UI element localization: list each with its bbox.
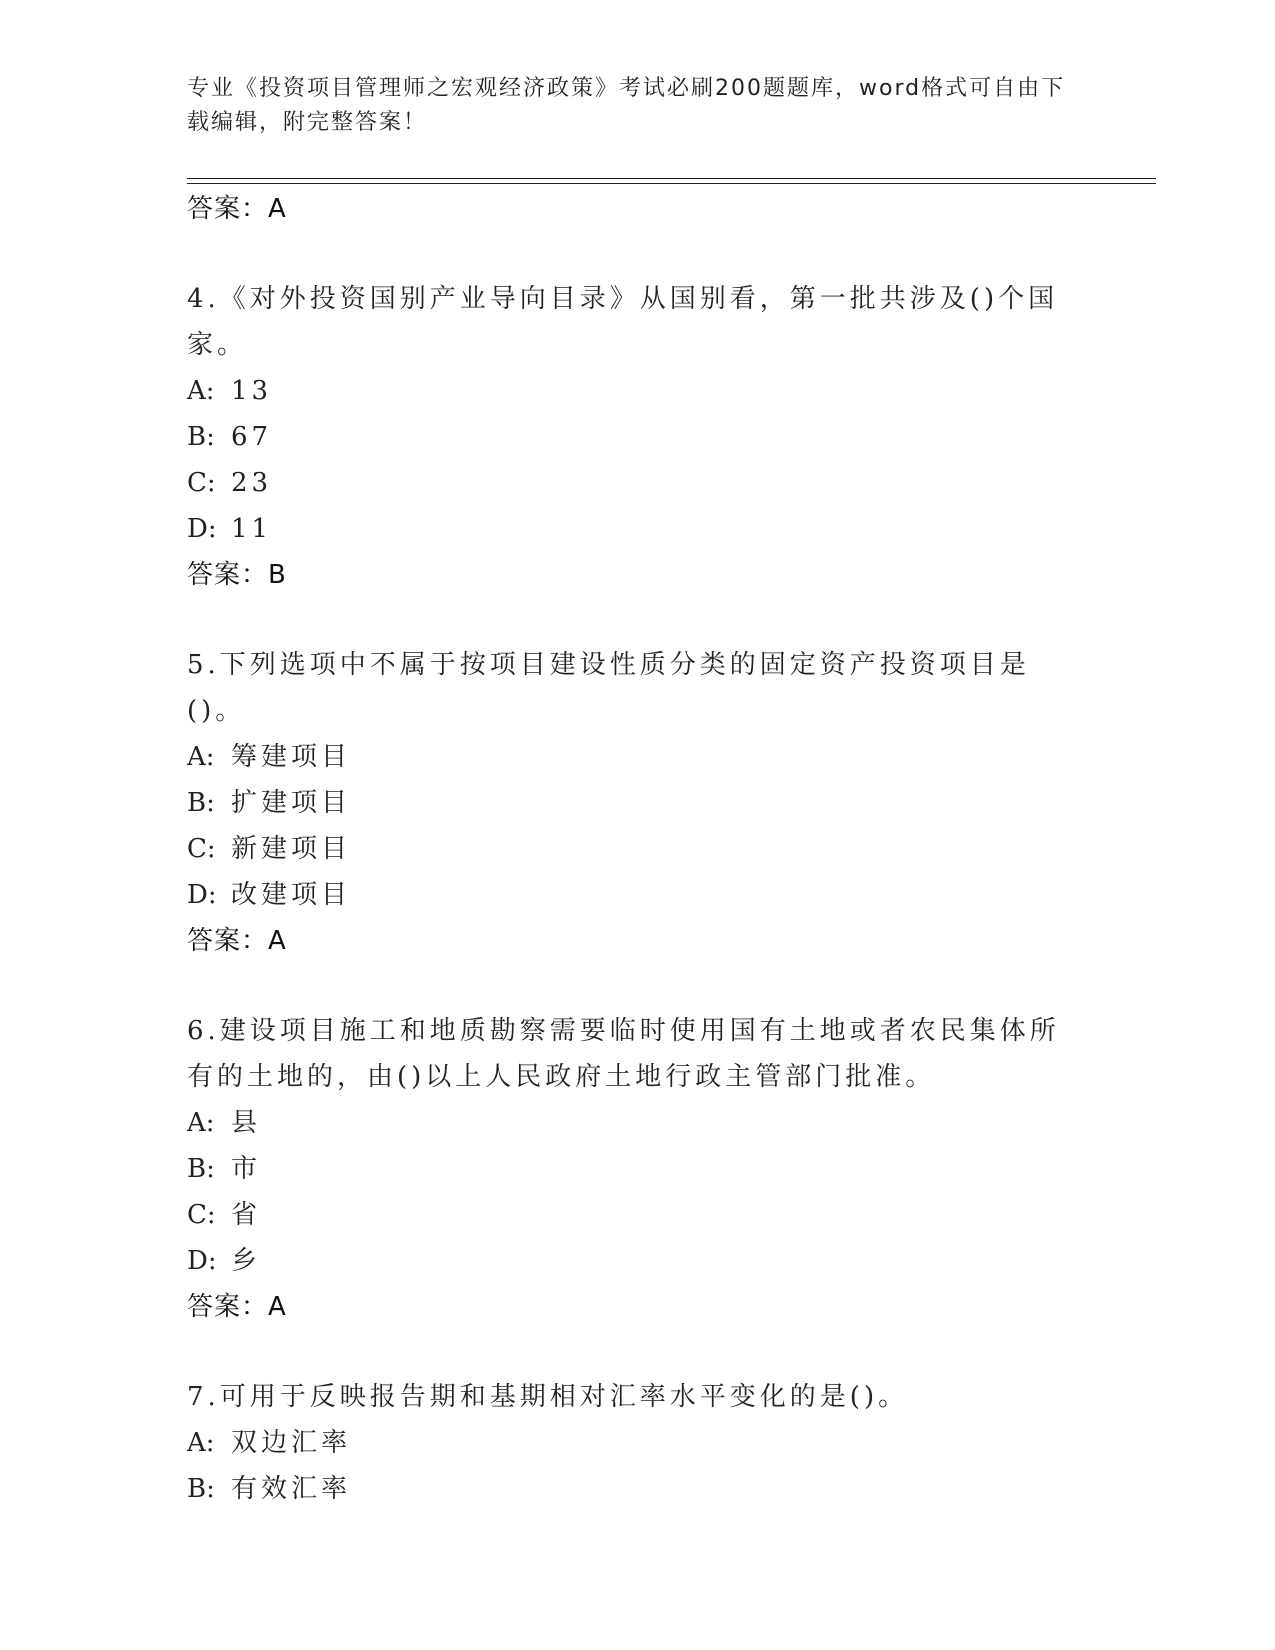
question-block <box>187 276 1087 598</box>
question-block <box>187 642 1087 964</box>
option-key: D: <box>187 1246 217 1276</box>
header-divider-bottom <box>187 183 1156 184</box>
option-row <box>187 506 1087 552</box>
option-value: 省 <box>231 1200 262 1230</box>
question-text: 7.可用于反映报告期和基期相对汇率水平变化的是()。 <box>187 1382 909 1412</box>
option-key: A: <box>187 376 215 406</box>
option-value: 13 <box>231 376 273 406</box>
question-block <box>187 1374 1087 1512</box>
question-block <box>187 1008 1087 1330</box>
option-row <box>187 1420 1087 1466</box>
question-text: 4.《对外投资国别产业导向目录》从国别看，第一批共涉及()个国家。 <box>187 284 1059 360</box>
option-key: B: <box>187 788 215 818</box>
option-value: 筹建项目 <box>231 742 352 772</box>
question-text: 5.下列选项中不属于按项目建设性质分类的固定资产投资项目是()。 <box>187 650 1030 726</box>
option-row <box>187 826 1087 872</box>
option-row <box>187 1192 1087 1238</box>
answer-line: 答案：A <box>187 194 287 224</box>
option-row <box>187 872 1087 918</box>
option-value: 11 <box>231 514 273 544</box>
option-row <box>187 460 1087 506</box>
option-row <box>187 414 1087 460</box>
option-value: 扩建项目 <box>231 788 352 818</box>
question-text: 6.建设项目施工和地质勘察需要临时使用国有土地或者农民集体所有的土地的，由()以上人民政府土地行政主管部门批准。 <box>187 1016 1060 1092</box>
option-key: A: <box>187 1428 215 1458</box>
option-value: 新建项目 <box>231 834 352 864</box>
option-value: 县 <box>231 1108 262 1138</box>
option-key: C: <box>187 468 216 498</box>
answer-line: 答案：B <box>187 560 287 590</box>
answer-line: 答案：A <box>187 1292 287 1322</box>
document-body <box>187 186 1087 1512</box>
option-row <box>187 1146 1087 1192</box>
option-row <box>187 368 1087 414</box>
option-value: 有效汇率 <box>231 1474 352 1504</box>
option-row <box>187 1100 1087 1146</box>
option-row <box>187 1466 1087 1512</box>
option-key: C: <box>187 834 216 864</box>
option-value: 乡 <box>231 1246 262 1276</box>
answer-line: 答案：A <box>187 926 287 956</box>
option-row <box>187 734 1087 780</box>
document-header: 专业《投资项目管理师之宏观经济政策》考试必刷200题题库，word格式可自由下载编辑，附完整答案！ <box>187 76 1066 135</box>
option-key: D: <box>187 880 217 910</box>
option-value: 市 <box>231 1154 262 1184</box>
option-value: 67 <box>231 422 273 452</box>
option-value: 双边汇率 <box>231 1428 352 1458</box>
option-value: 改建项目 <box>231 880 352 910</box>
option-key: C: <box>187 1200 216 1230</box>
question-list <box>187 276 1087 1512</box>
option-value: 23 <box>231 468 273 498</box>
option-key: B: <box>187 1474 215 1504</box>
option-key: A: <box>187 742 215 772</box>
option-key: A: <box>187 1108 215 1138</box>
option-key: B: <box>187 422 215 452</box>
option-key: D: <box>187 514 217 544</box>
option-row <box>187 1238 1087 1284</box>
option-row <box>187 780 1087 826</box>
header-divider-top <box>187 178 1156 179</box>
option-key: B: <box>187 1154 215 1184</box>
